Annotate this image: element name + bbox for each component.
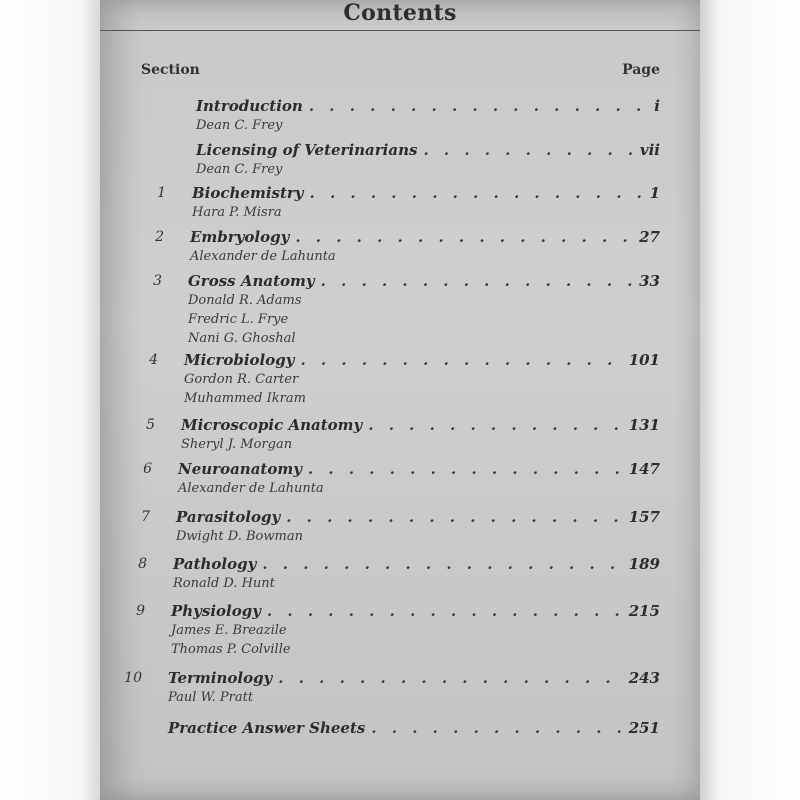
author-name: Thomas P. Colville bbox=[171, 642, 291, 657]
dot-leader bbox=[267, 602, 623, 620]
dot-leader bbox=[262, 555, 622, 573]
page-number: 1 bbox=[649, 184, 660, 202]
toc-line bbox=[181, 416, 660, 434]
chapter-title: Introduction bbox=[196, 97, 303, 115]
chapter-title: Pathology bbox=[173, 555, 257, 573]
background-left bbox=[0, 0, 100, 800]
chapter-title: Biochemistry bbox=[192, 184, 304, 202]
author-list bbox=[178, 479, 324, 498]
section-column-header: Section bbox=[141, 62, 200, 78]
author-name: Dean C. Frey bbox=[196, 118, 283, 133]
author-list bbox=[188, 291, 302, 348]
author-list bbox=[190, 247, 336, 266]
toc-line bbox=[168, 719, 660, 737]
page-number: 157 bbox=[628, 508, 660, 526]
page-title: Contents bbox=[343, 0, 457, 26]
author-name: Sheryl J. Morgan bbox=[181, 437, 293, 452]
page-number: 243 bbox=[628, 669, 660, 687]
toc-line bbox=[171, 602, 660, 620]
author-list bbox=[192, 203, 282, 222]
author-list bbox=[181, 435, 292, 454]
author-list bbox=[173, 574, 275, 593]
chapter-title: Parasitology bbox=[176, 508, 281, 526]
toc-line bbox=[188, 272, 660, 290]
author-list bbox=[196, 160, 282, 179]
contents-page bbox=[100, 0, 700, 800]
dot-leader bbox=[310, 184, 644, 202]
page-number: 131 bbox=[628, 416, 660, 434]
title-band bbox=[100, 0, 700, 31]
section-number: 6 bbox=[143, 461, 152, 477]
section-number: 8 bbox=[138, 556, 147, 572]
chapter-title: Practice Answer Sheets bbox=[168, 719, 366, 737]
author-list bbox=[184, 370, 306, 408]
author-name: Gordon R. Carter bbox=[184, 372, 299, 387]
page-number: vii bbox=[639, 141, 660, 159]
toc-line bbox=[184, 351, 660, 369]
chapter-title: Embryology bbox=[190, 228, 290, 246]
author-name: Fredric L. Frye bbox=[188, 312, 289, 327]
page-number: 189 bbox=[628, 555, 660, 573]
section-number: 10 bbox=[124, 670, 142, 686]
toc-line bbox=[196, 97, 660, 115]
toc-line bbox=[190, 228, 660, 246]
author-list bbox=[196, 116, 282, 135]
dot-leader bbox=[423, 141, 633, 159]
section-number: 1 bbox=[157, 185, 166, 201]
author-list bbox=[171, 621, 291, 659]
author-name: Alexander de Lahunta bbox=[178, 481, 324, 496]
dot-leader bbox=[309, 97, 648, 115]
page-number: 33 bbox=[639, 272, 660, 290]
dot-leader bbox=[368, 416, 622, 434]
dot-leader bbox=[278, 669, 622, 687]
author-name: Donald R. Adams bbox=[188, 293, 302, 308]
chapter-title: Neuroanatomy bbox=[178, 460, 302, 478]
author-name: Hara P. Misra bbox=[192, 205, 282, 220]
background-right bbox=[700, 0, 800, 800]
author-name: Dwight D. Bowman bbox=[176, 529, 303, 544]
chapter-title: Microscopic Anatomy bbox=[181, 416, 363, 434]
page-column-header: Page bbox=[622, 62, 660, 78]
chapter-title: Gross Anatomy bbox=[188, 272, 315, 290]
page-number: 251 bbox=[628, 719, 660, 737]
page-number: 215 bbox=[628, 602, 660, 620]
author-name: Ronald D. Hunt bbox=[173, 576, 275, 591]
page-number: 101 bbox=[628, 351, 660, 369]
author-name: Alexander de Lahunta bbox=[190, 249, 336, 264]
dot-leader bbox=[286, 508, 622, 526]
dot-leader bbox=[371, 719, 622, 737]
section-number: 2 bbox=[155, 229, 164, 245]
author-list bbox=[168, 688, 253, 707]
author-list bbox=[176, 527, 303, 546]
page-number: i bbox=[654, 97, 660, 115]
chapter-title: Microbiology bbox=[184, 351, 295, 369]
section-number: 3 bbox=[153, 273, 162, 289]
toc-line bbox=[196, 141, 660, 159]
section-number: 9 bbox=[136, 603, 145, 619]
section-number: 5 bbox=[146, 417, 155, 433]
chapter-title: Physiology bbox=[171, 602, 261, 620]
dot-leader bbox=[308, 460, 623, 478]
page-number: 147 bbox=[628, 460, 660, 478]
toc-line bbox=[176, 508, 660, 526]
section-number: 7 bbox=[141, 509, 150, 525]
author-name: Dean C. Frey bbox=[196, 162, 283, 177]
toc-line bbox=[168, 669, 660, 687]
toc-line bbox=[178, 460, 660, 478]
dot-leader bbox=[321, 272, 634, 290]
chapter-title: Licensing of Veterinarians bbox=[196, 141, 418, 159]
toc-line bbox=[192, 184, 660, 202]
author-name: Nani G. Ghoshal bbox=[188, 331, 296, 346]
author-name: Paul W. Pratt bbox=[168, 690, 254, 705]
page-number: 27 bbox=[639, 228, 660, 246]
chapter-title: Terminology bbox=[168, 669, 273, 687]
dot-leader bbox=[300, 351, 622, 369]
dot-leader bbox=[295, 228, 633, 246]
toc-line bbox=[173, 555, 660, 573]
section-number: 4 bbox=[149, 352, 158, 368]
author-name: Muhammed Ikram bbox=[184, 391, 306, 406]
author-name: James E. Breazile bbox=[171, 623, 287, 638]
